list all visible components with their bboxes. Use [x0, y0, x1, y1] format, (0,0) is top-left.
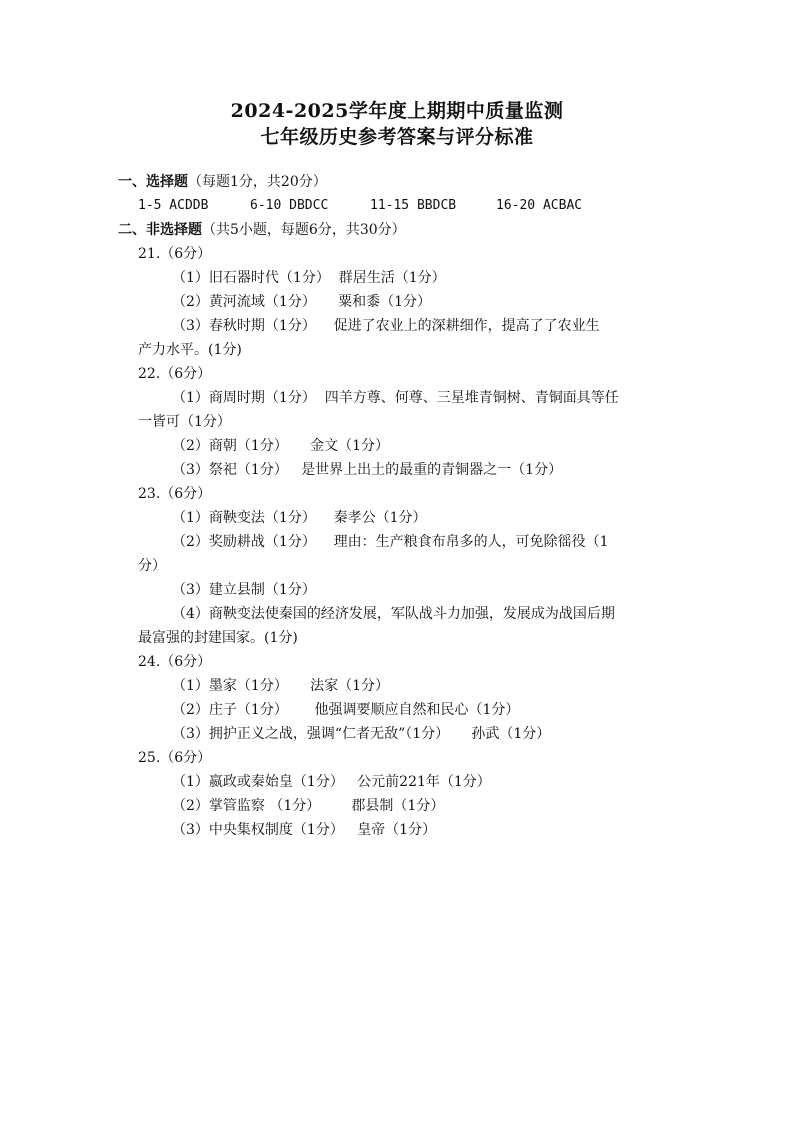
mc-answer-3: 11-15 BBDCB [370, 198, 457, 213]
section-2-heading: 二、非选择题 [118, 222, 202, 238]
section-2-header [118, 221, 406, 239]
q24-line-1: （1）墨家（1分） 法家（1分） [172, 678, 389, 694]
q23-line-3: 分） [138, 558, 166, 574]
q21-line-3: （3）春秋时期（1分） 促进了农业上的深耕细作，提高了了农业生 [172, 318, 600, 334]
section-1-header [118, 173, 327, 191]
q23-line-5: （4）商鞅变法使秦国的经济发展，军队战斗力加强，发展成为战国后期 [172, 606, 615, 622]
q21-line-4: 产力水平。(1分) [138, 342, 242, 358]
q23-line-1: （1）商鞅变法（1分） 秦孝公（1分） [172, 510, 427, 526]
document-title-line-1: 2024-2025学年度上期期中质量监测 [230, 100, 564, 122]
question-24-number: 24.（6分） [138, 654, 212, 670]
q24-line-3: （3）拥护正义之战，强调“仁者无敌”（1分） 孙武（1分） [172, 726, 551, 742]
q23-line-4: （3）建立县制（1分） [172, 582, 316, 598]
q25-line-3: （3）中央集权制度（1分） 皇帝（1分） [172, 822, 437, 838]
q23-line-2: （2）奖励耕战（1分） 理由：生产粮食布帛多的人，可免除徭役（1 [172, 534, 609, 550]
q22-line-1: （1）商周时期（1分） 四羊方尊、何尊、三星堆青铜树、青铜面具等任 [172, 390, 619, 406]
mc-answer-1: 1-5 ACDDB [138, 198, 209, 213]
question-22-number: 22.（6分） [138, 366, 212, 382]
document-title-line-2: 七年级历史参考答案与评分标准 [260, 126, 534, 148]
section-2-note: （共5小题，每题6分，共30分） [202, 222, 406, 238]
section-1-heading: 一、选择题 [118, 174, 188, 190]
q23-line-6: 最富强的封建国家。(1分) [138, 630, 298, 646]
question-23-number: 23.（6分） [138, 486, 212, 502]
section-1-note: （每题1分，共20分） [188, 174, 327, 190]
q24-line-2: （2）庄子（1分） 他强调要顺应自然和民心（1分） [172, 702, 520, 718]
mc-answer-4: 16-20 ACBAC [496, 198, 583, 213]
question-21-number: 21.（6分） [138, 246, 212, 262]
q22-line-3: （2）商朝（1分） 金文（1分） [172, 438, 389, 454]
q22-line-4: （3）祭祀（1分） 是世界上出土的最重的青铜器之一（1分） [172, 462, 563, 478]
q25-line-2: （2）掌管监察 （1分） 郡县制（1分） [172, 798, 445, 814]
q22-line-2: 一皆可（1分） [138, 414, 231, 430]
question-25-number: 25.（6分） [138, 750, 212, 766]
q25-line-1: （1）嬴政或秦始皇（1分） 公元前221年（1分） [172, 774, 491, 790]
q21-line-2: （2）黄河流域（1分） 粟和黍（1分） [172, 294, 431, 310]
q21-line-1: （1）旧石器时代（1分） 群居生活（1分） [172, 270, 446, 286]
mc-answer-2: 6-10 DBDCC [250, 198, 329, 213]
